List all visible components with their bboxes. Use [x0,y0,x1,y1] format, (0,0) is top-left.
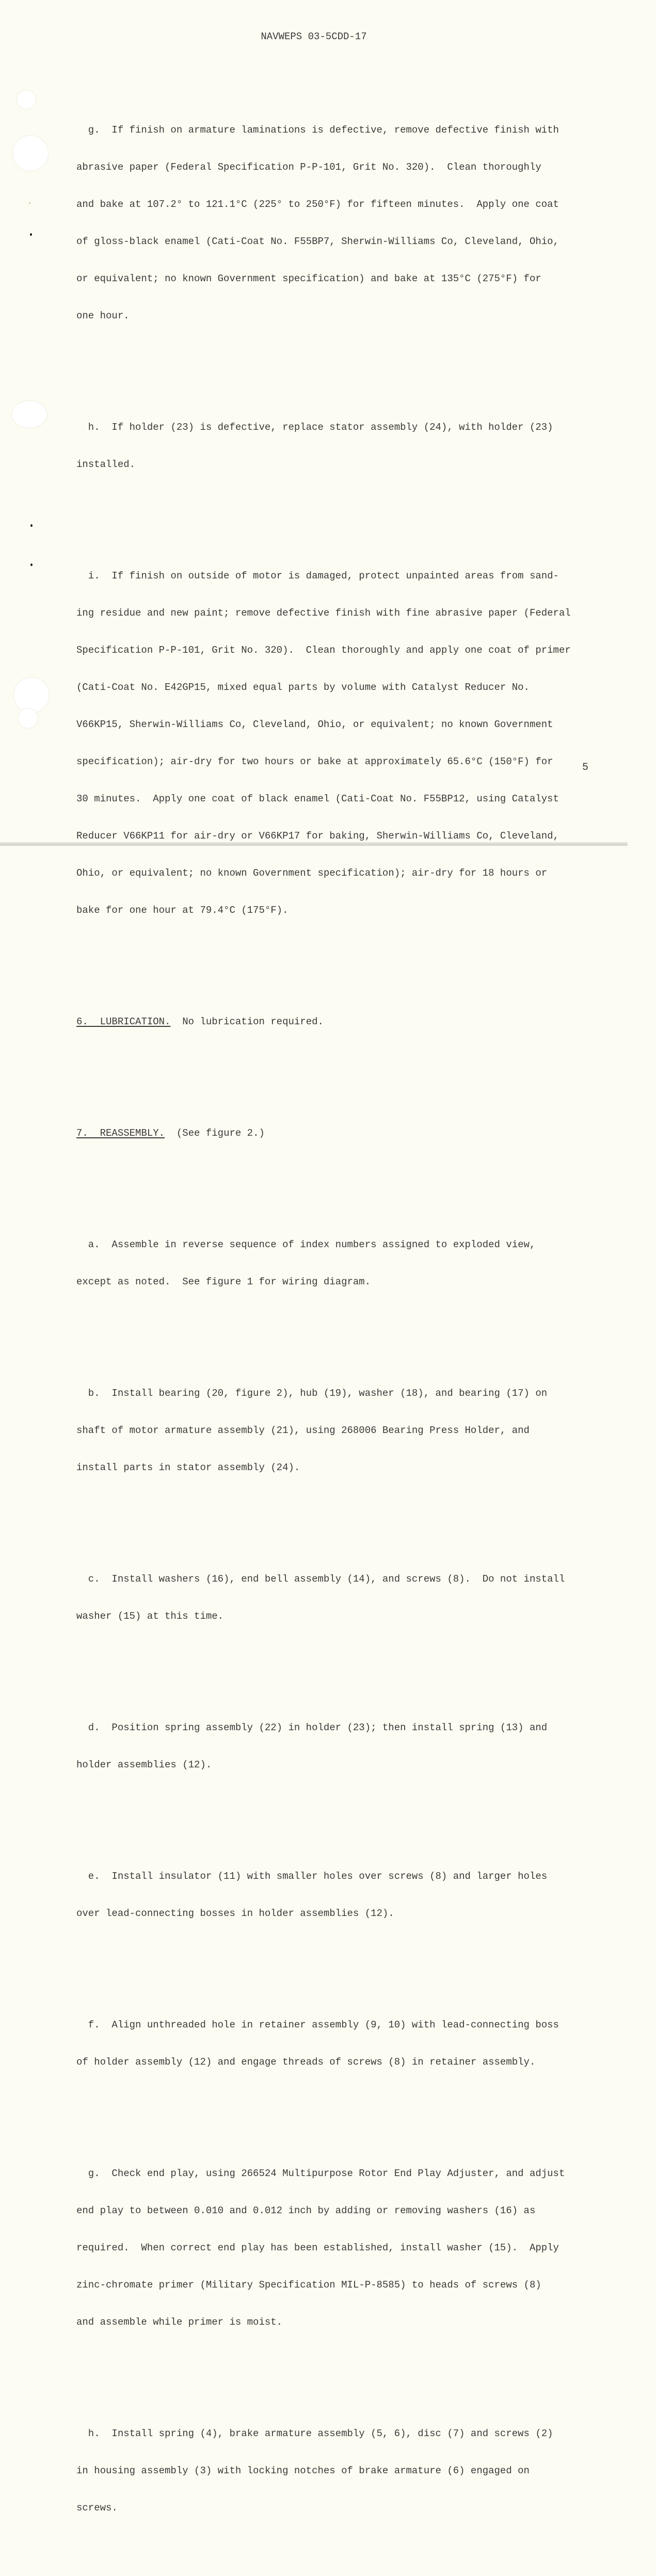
text-line: abrasive paper (Federal Specification P-P-101, Grit No. 320). Clean thoroughly [76,162,541,173]
step-h [76,2403,603,2539]
text-line: holder assemblies (12). [76,1759,212,1770]
section-heading: 7. REASSEMBLY. [76,1128,165,1139]
text-line: Reducer V66KP11 for air-dry or V66KP17 for baking, Sherwin-Williams Co, Cleveland, [76,830,559,842]
text-line: end play to between 0.010 and 0.012 inch by adding or removing washers (16) as [76,2205,536,2216]
text-line: or equivalent; no known Government specification) and bake at 135°C (275°F) for [76,273,541,284]
text-line: install parts in stator assembly (24). [76,1462,300,1473]
text-line: h. If holder (23) is defective, replace stator assembly (24), with holder (23) [76,422,553,433]
section-7-reassembly [76,1102,603,1164]
paragraph-g-armature-finish [76,99,603,347]
section-text: No lubrication required. [170,1016,324,1027]
text-line: a. Assemble in reverse sequence of index numbers assigned to exploded view, [76,1239,536,1250]
binder-hole [17,90,36,109]
text-line: zinc-chromate primer (Military Specification MIL-P-8585) to heads of screws (8) [76,2279,541,2291]
stray-mark [30,233,32,236]
page-number: 5 [582,762,589,774]
step-d [76,1697,603,1796]
text-line: ing residue and new paint; remove defective finish with fine abrasive paper (Federal [76,607,571,619]
text-line: h. Install spring (4), brake armature assembly (5, 6), disc (7) and screws (2) [76,2428,553,2439]
step-a [76,1214,603,1313]
text-line: g. If finish on armature laminations is defective, remove defective finish with [76,124,559,136]
text-line: e. Install insulator (11) with smaller holes over screws (8) and larger holes [76,1871,548,1882]
binder-hole [13,677,50,713]
text-line: Specification P-P-101, Grit No. 320). Clean thoroughly and apply one coat of primer [76,645,571,656]
paragraph-h-holder [76,396,603,495]
step-e [76,1845,603,1944]
text-line: washer (15) at this time. [76,1611,224,1622]
text-line: in housing assembly (3) with locking notches of brake armature (6) engaged on [76,2465,530,2476]
stray-mark [30,524,33,527]
text-line: f. Align unthreaded hole in retainer assembly (9, 10) with lead-connecting boss [76,2019,559,2031]
section-6-lubrication [76,991,603,1053]
text-line: shaft of motor armature assembly (21), using 268006 Bearing Press Holder, and [76,1425,530,1436]
text-line: specification); air-dry for two hours or bake at approximately 65.6°C (150°F) for [76,756,553,767]
text-line: bake for one hour at 79.4°C (175°F). [76,905,289,916]
document-body [76,62,603,2576]
text-line: and assemble while primer is moist. [76,2316,283,2328]
text-line: b. Install bearing (20, figure 2), hub (19), washer (18), and bearing (17) on [76,1388,548,1399]
step-b [76,1362,603,1499]
text-line: installed. [76,459,136,470]
text-line: i. If finish on outside of motor is damaged, protect unpainted areas from sand- [76,570,559,582]
text-line: 30 minutes. Apply one coat of black enamel (Cati-Coat No. F55BP12, using Catalyst [76,793,559,804]
figure-reference: (See figure 2.) [165,1128,265,1139]
binder-hole [12,135,49,171]
paragraph-i-outside-finish [76,545,603,941]
text-line: and bake at 107.2° to 121.1°C (225° to 250°F) for fifteen minutes. Apply one coat [76,199,559,210]
text-line: required. When correct end play has been established, install washer (15). Apply [76,2242,559,2253]
stray-mark [30,564,33,566]
text-line: of holder assembly (12) and engage threads of screws (8) in retainer assembly. [76,2056,536,2068]
text-line: except as noted. See figure 1 for wiring diagram. [76,1276,371,1287]
text-line: one hour. [76,310,130,321]
text-line: V66KP15, Sherwin-Williams Co, Cleveland, Ohio, or equivalent; no known Government [76,719,553,730]
text-line: over lead-connecting bosses in holder assemblies (12). [76,1908,394,1919]
step-g [76,2143,603,2353]
stray-mark [29,202,30,204]
binder-hole [18,708,38,729]
text-line: screws. [76,2502,118,2514]
text-line: d. Position spring assembly (22) in holder (23); then install spring (13) and [76,1722,548,1733]
document-header: NAVWEPS 03-5CDD-17 [261,31,367,42]
text-line: of gloss-black enamel (Cati-Coat No. F55BP7, Sherwin-Williams Co, Cleveland, Ohio, [76,236,559,247]
binder-hole [11,400,47,428]
step-c [76,1548,603,1647]
page-bottom-edge [0,842,628,846]
text-line: Ohio, or equivalent; no known Government specification); air-dry for 18 hours or [76,867,548,879]
text-line: (Cati-Coat No. E42GP15, mixed equal parts by volume with Catalyst Reducer No. [76,682,530,693]
section-heading: 6. LUBRICATION. [76,1016,171,1027]
text-line: c. Install washers (16), end bell assembly (14), and screws (8). Do not install [76,1573,565,1585]
text-line: g. Check end play, using 266524 Multipurpose Rotor End Play Adjuster, and adjust [76,2168,565,2179]
step-f [76,1994,603,2093]
